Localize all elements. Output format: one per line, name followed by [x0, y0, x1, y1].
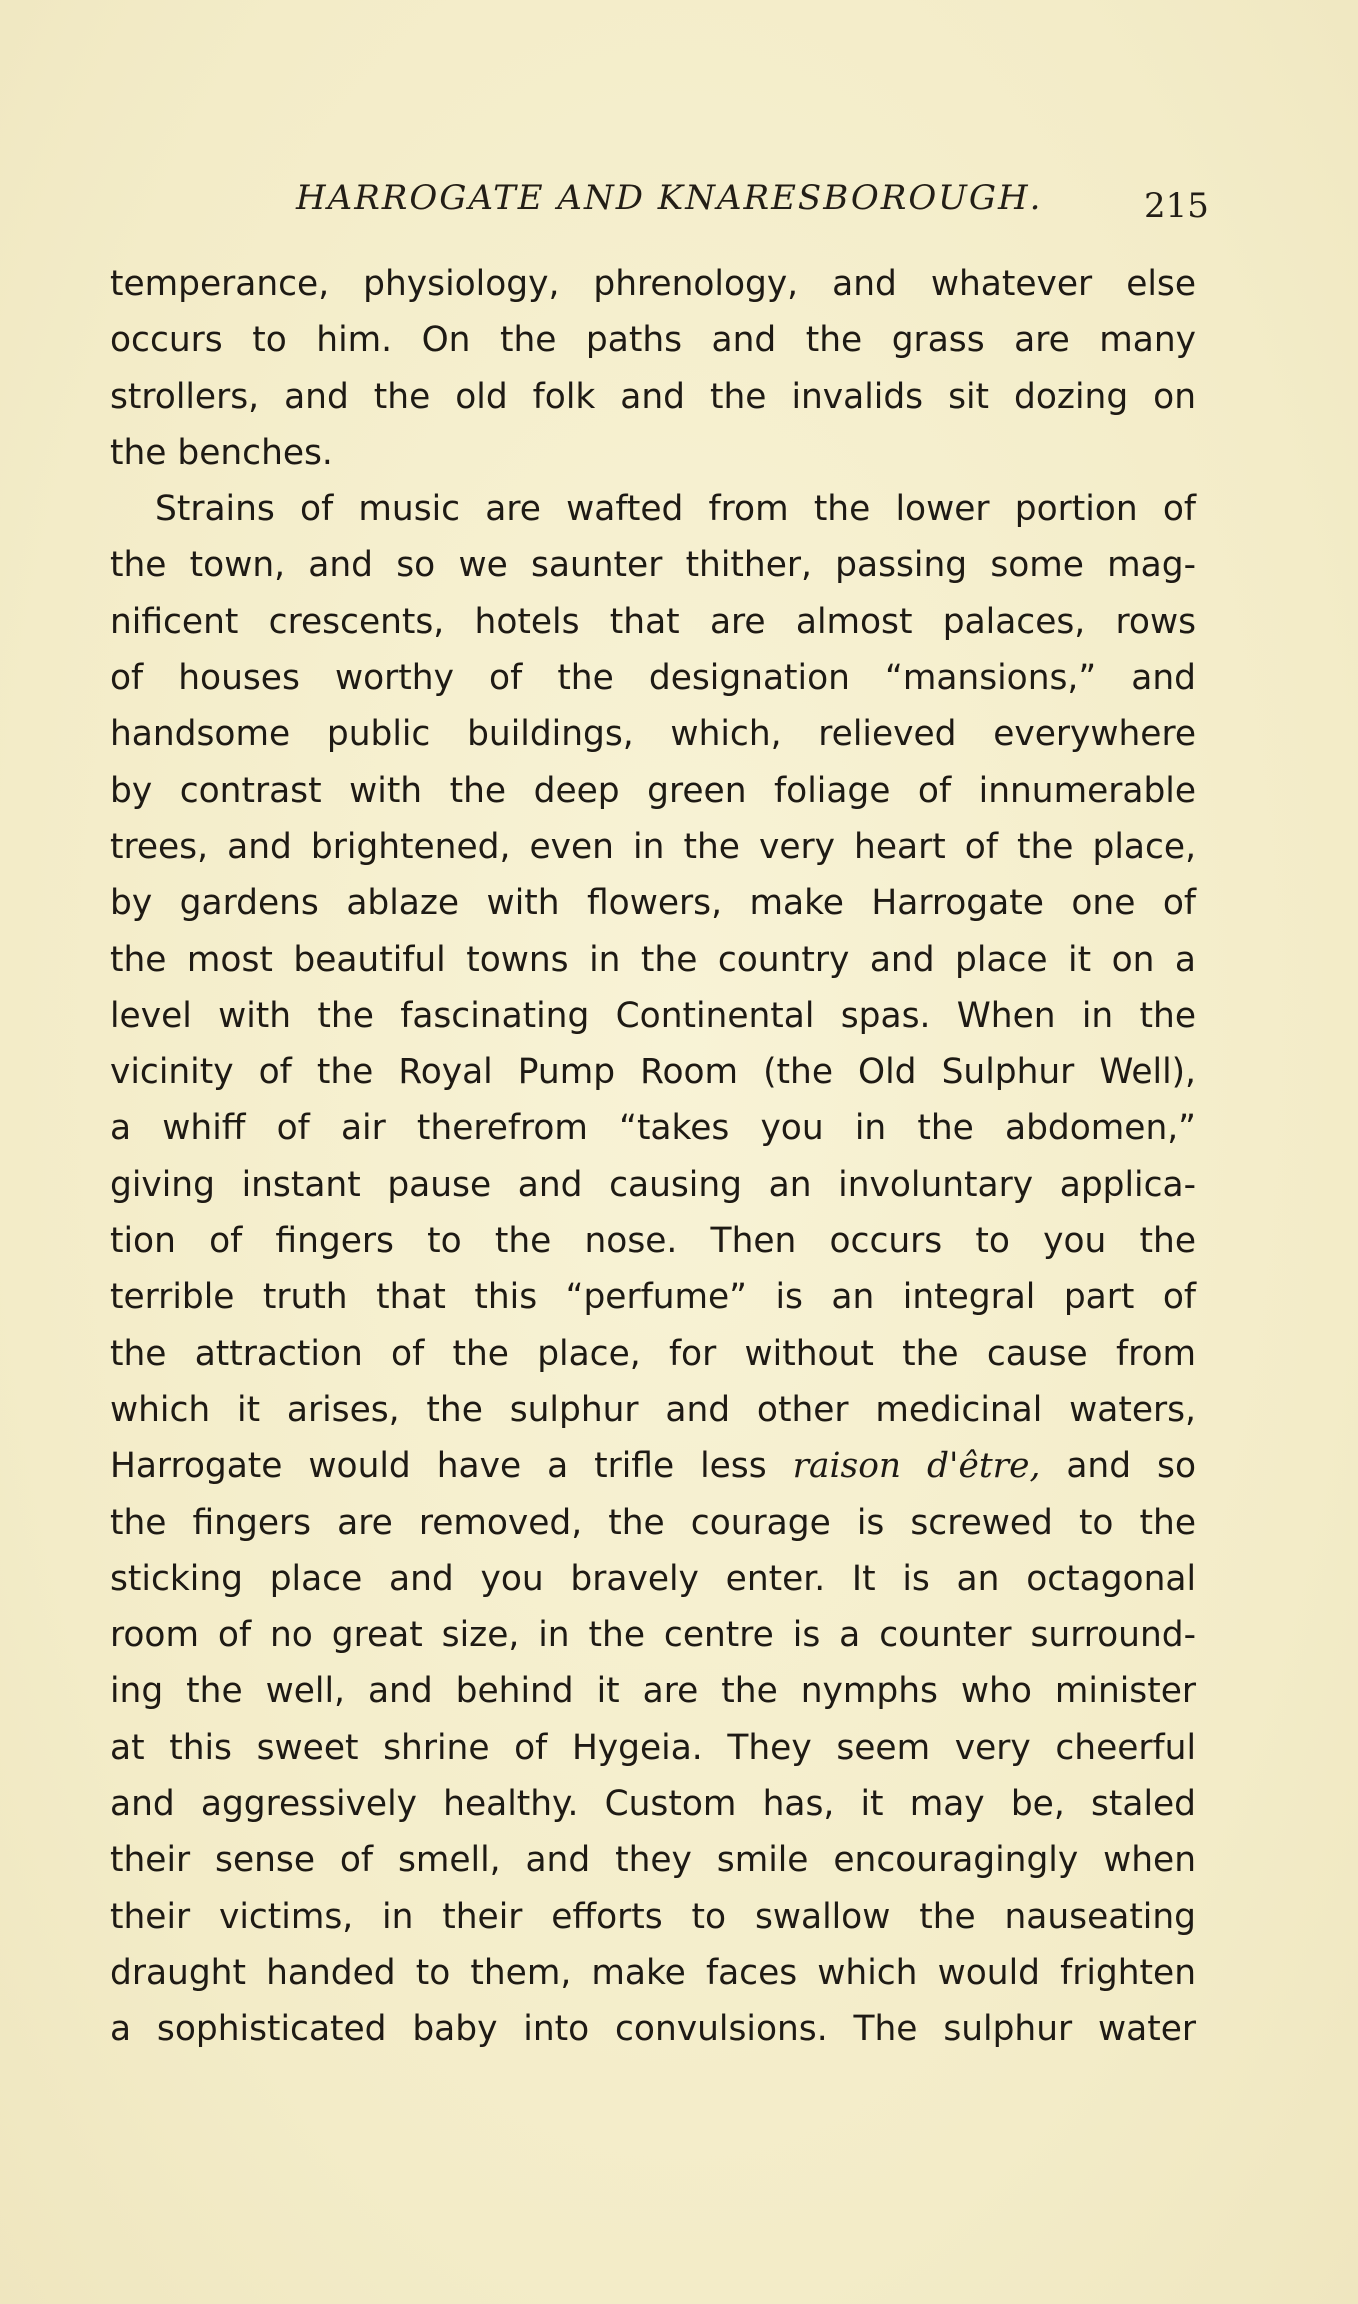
text-line: the attraction of the place, for without the cause from — [110, 1333, 1196, 1374]
text-line: vicinity of the Royal Pump Room (the Old Sulphur Well), — [110, 1052, 1196, 1093]
text-line: nificent crescents, hotels that are almost palaces, rows — [110, 601, 1196, 642]
text-line: sticking place and you bravely enter. It is an octagonal — [110, 1558, 1196, 1599]
text-line: ing the well, and behind it are the nymphs who minister — [110, 1671, 1196, 1712]
text-line: draught handed to them, make faces which would frighten — [110, 1952, 1196, 1993]
paragraph-start-line: Strains of music are wafted from the lower portion of — [155, 489, 1196, 530]
text-line: a sophisticated baby into convulsions. The sulphur water — [110, 2009, 1196, 2050]
body-text — [110, 256, 1196, 2058]
text-line: terrible truth that this “perfume” is an integral part of — [110, 1277, 1196, 1318]
text-line: and aggressively healthy. Custom has, it may be, staled — [110, 1784, 1196, 1825]
text-line: the town, and so we saunter thither, passing some mag- — [110, 545, 1196, 586]
running-title: HARROGATE AND KNARESBOROUGH. — [296, 178, 1043, 218]
text-line: trees, and brightened, even in the very heart of the place, — [110, 826, 1196, 867]
text-line: room of no great size, in the centre is a counter surround- — [110, 1615, 1196, 1656]
text-line: occurs to him. On the paths and the grass are many — [110, 320, 1196, 361]
italic-phrase: raison d'être, — [792, 1446, 1041, 1487]
text-line: their victims, in their efforts to swallow the nauseating — [110, 1896, 1196, 1937]
page-number: 215 — [1144, 186, 1209, 226]
text-line-with-italic — [110, 1438, 1196, 1494]
text-line: a whiff of air therefrom “takes you in the abdomen,” — [110, 1108, 1196, 1149]
text-line: strollers, and the old folk and the invalids sit dozing on — [110, 376, 1196, 417]
text-line: of houses worthy of the designation “mansions,” and — [110, 658, 1196, 699]
text-line: level with the fascinating Continental spas. When in the — [110, 995, 1196, 1036]
paragraph-end-line: the benches. — [110, 432, 333, 473]
text-line: tion of fingers to the nose. Then occurs to you the — [110, 1221, 1196, 1262]
text-line: by contrast with the deep green foliage of innumerable — [110, 770, 1196, 811]
text-line: temperance, physiology, phrenology, and whatever else — [110, 264, 1196, 304]
text-line: the most beautiful towns in the country and place it on a — [110, 939, 1196, 980]
text-line: their sense of smell, and they smile encouragingly when — [110, 1840, 1196, 1881]
text-line: giving instant pause and causing an involuntary applica- — [110, 1164, 1196, 1205]
text-line: by gardens ablaze with flowers, make Harrogate one of — [110, 883, 1196, 924]
text-line: at this sweet shrine of Hygeia. They seem very cheerful — [110, 1727, 1196, 1768]
line-segment: and so — [1040, 1446, 1196, 1487]
text-line: the fingers are removed, the courage is screwed to the — [110, 1502, 1196, 1543]
text-line: handsome public buildings, which, relieved everywhere — [110, 714, 1196, 755]
text-line: which it arises, the sulphur and other medicinal waters, — [110, 1389, 1196, 1430]
line-segment: Harrogate would have a trifle less — [110, 1446, 793, 1487]
